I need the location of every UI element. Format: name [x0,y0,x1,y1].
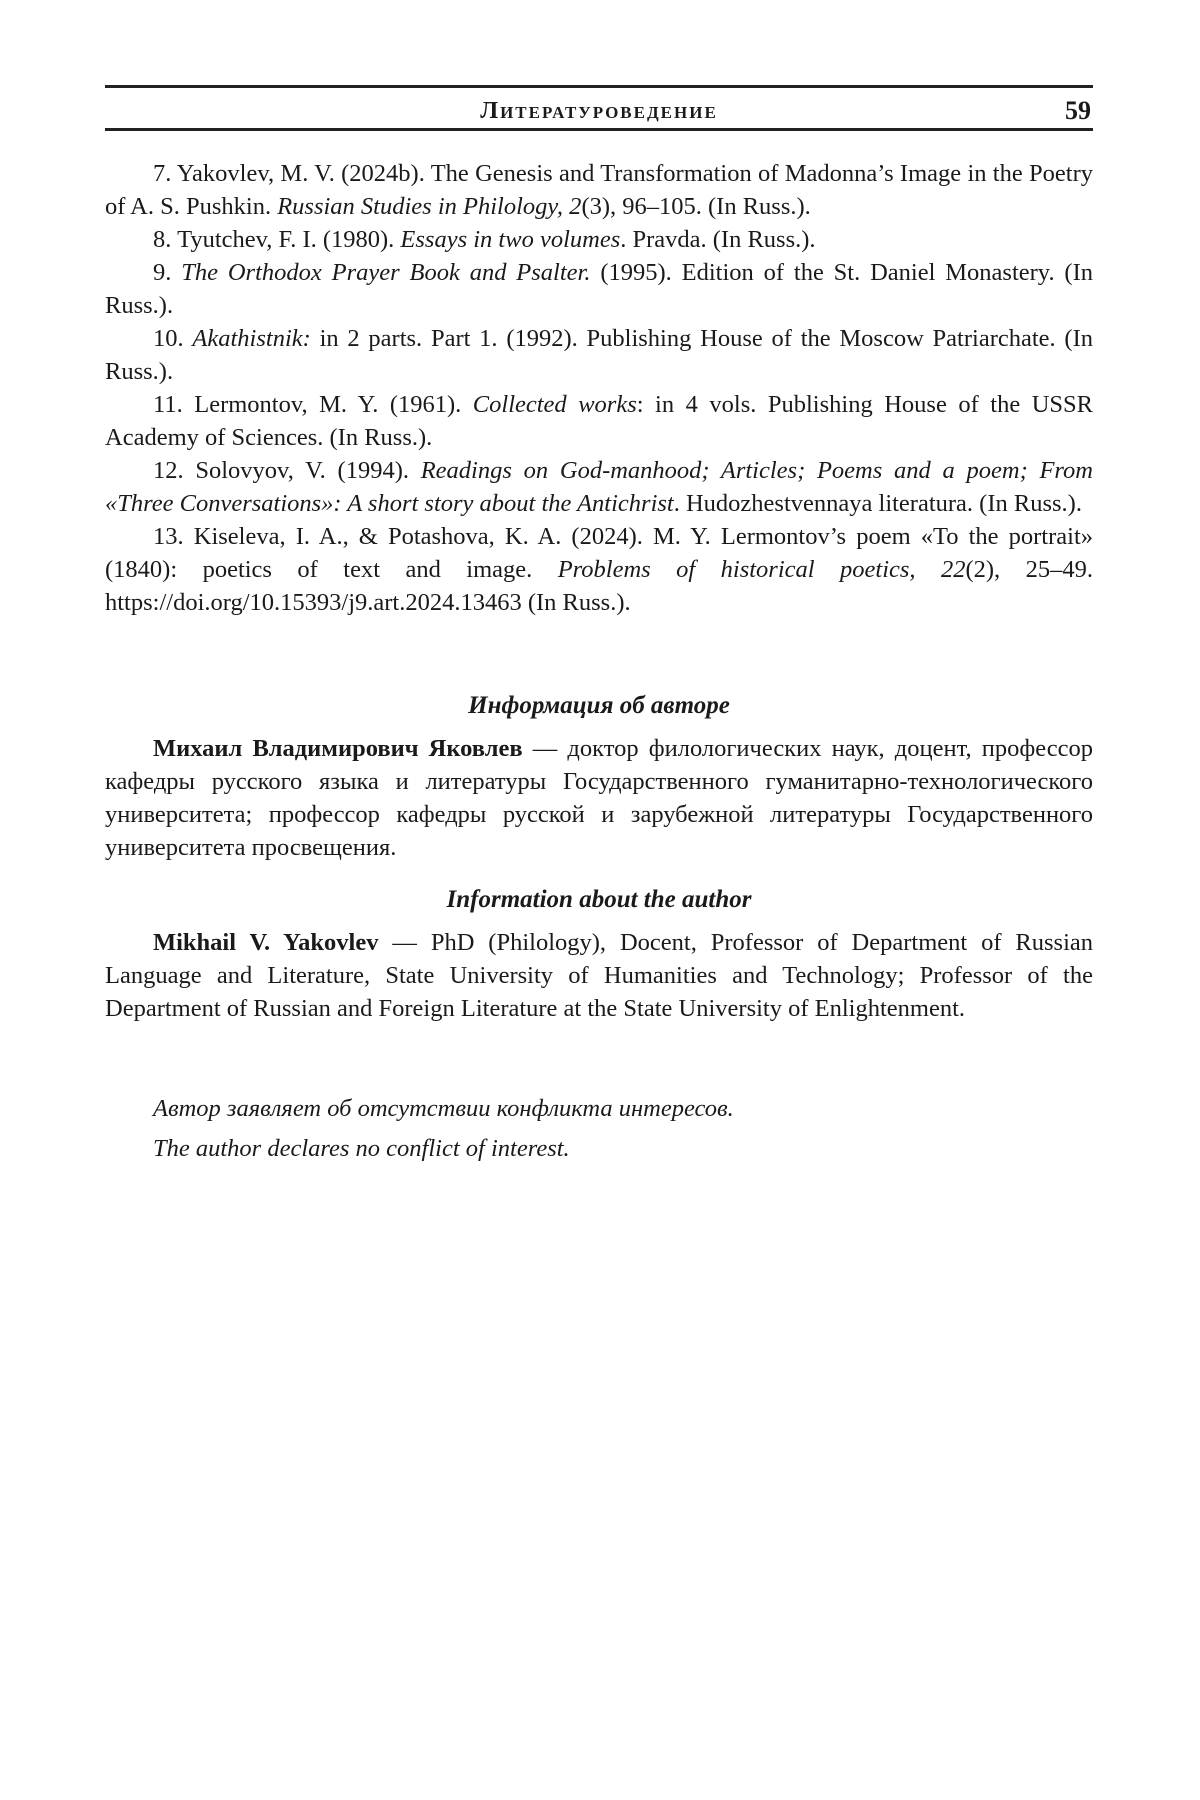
reference-lead: Lermontov, M. Y. (1961). [194,391,473,418]
author-info-heading-en: Information about the author [446,886,752,913]
reference-tail: (1995). Edition of the St. Daniel Monastery. (In Russ.). [105,259,1093,319]
running-header [105,85,1093,131]
reference-title: Readings on God-manhood; Articles; Poems and a poem; From «Three Conversations»: A short story about the Antichrist [105,457,1093,517]
reference-tail: (2), 25–49. https://doi.org/10.15393/j9.art.2024.13463 (In Russ.). [105,556,1093,616]
reference-title: The Orthodox Prayer Book and Psalter. [181,259,591,286]
reference-title: Problems of historical poetics, 22 [557,556,966,583]
reference-item [105,322,1093,388]
author-bio-ru: — доктор филологических наук, доцент, профессор кафедры русского языка и литературы Государственного гуманитарно-технологического университета; профессор кафедры русской и зарубежной литературы Государственного университета просвещения. [105,735,1093,861]
author-name-ru: Михаил Владимирович Яковлев [153,735,523,762]
author-info-ru [105,732,1093,864]
page [105,85,1093,1169]
reference-number: 10. [153,325,184,352]
reference-item [105,388,1093,454]
reference-number: 13. [153,523,184,550]
author-info-heading-ru: Информация об авторе [468,692,730,719]
journal-section-title: Литературоведение [480,98,718,124]
reference-list [105,157,1093,619]
reference-number: 11. [153,391,183,418]
page-number: 59 [1065,96,1091,125]
reference-title: Essays in two volumes [400,226,621,253]
reference-tail: : in 4 vols. Publishing House of the USSR Academy of Sciences. (In Russ.). [105,391,1093,451]
reference-item [105,454,1093,520]
author-name-en: Mikhail V. Yakovlev [153,929,379,956]
reference-lead: Kiseleva, I. A., & Potashova, K. A. (2024). M. Y. Lermontov’s poem «To the portrait» (1840): poetics of text and image. [105,523,1094,583]
reference-tail: (3), 96–105. (In Russ.). [581,193,811,220]
conflict-statement-en: The author declares no conflict of interest. [153,1135,570,1162]
reference-lead: Yakovlev, M. V. (2024b). The Genesis and Transformation of Madonna’s Image in the Poetry of A. S. Pushkin. [105,160,1094,220]
author-info-en [105,926,1093,1025]
reference-tail: . Hudozhestvennaya literatura. (In Russ.). [673,490,1082,517]
reference-item [105,256,1093,322]
reference-item [105,520,1093,619]
conflict-statement-ru: Автор заявляет об отсутствии конфликта интересов. [153,1095,734,1122]
conflict-statement [105,1089,1093,1169]
reference-title: Collected works [472,391,637,418]
reference-number: 8. [153,226,172,253]
reference-number: 9. [153,259,172,286]
reference-tail: in 2 parts. Part 1. (1992). Publishing House of the Moscow Patriarchate. (In Russ.). [105,325,1093,385]
reference-item [105,157,1093,223]
author-bio-en: — PhD (Philology), Docent, Professor of Department of Russian Language and Literature, State University of Humanities and Technology; Professor of the Department of Russian and Foreign Literature at the State University of Enlightenment. [105,929,1094,1022]
reference-number: 12. [153,457,184,484]
reference-number: 7. [153,160,172,187]
reference-title: Russian Studies in Philology, 2 [277,193,582,220]
reference-lead: Tyutchev, F. I. (1980). [177,226,401,253]
reference-tail: . Pravda. (In Russ.). [620,226,816,253]
reference-item [105,223,1093,256]
reference-title: Akathistnik: [192,325,311,352]
reference-lead: Solovyov, V. (1994). [195,457,421,484]
